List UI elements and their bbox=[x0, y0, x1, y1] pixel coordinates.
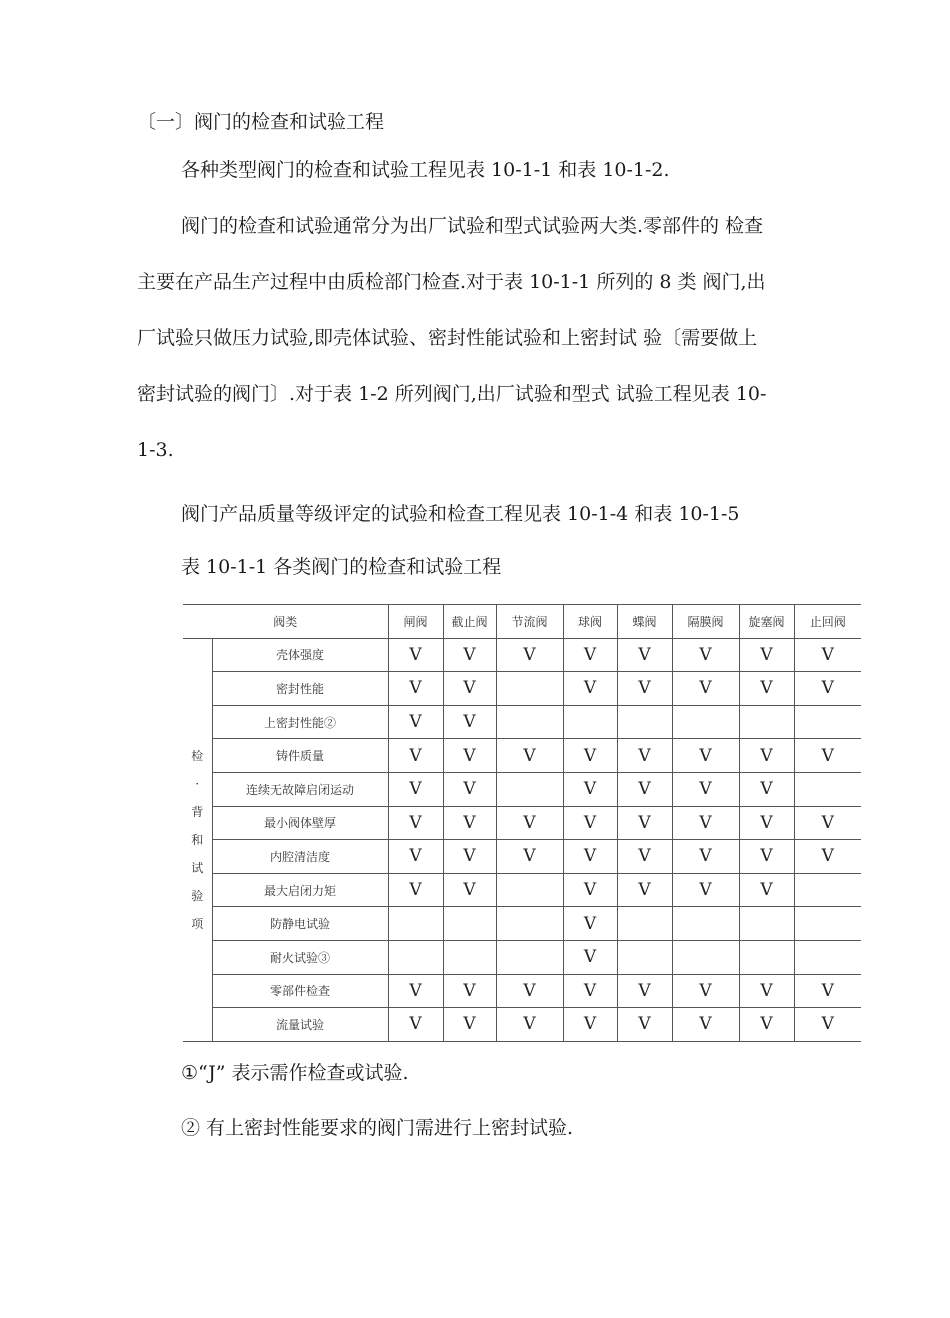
check-mark-cell: V bbox=[443, 705, 496, 739]
check-mark-cell: V bbox=[794, 739, 861, 773]
corner-header: 阀类 bbox=[183, 605, 388, 639]
row-label: 最大启闭力矩 bbox=[212, 873, 388, 907]
check-mark-cell: V bbox=[388, 974, 443, 1008]
check-mark-cell: V bbox=[388, 873, 443, 907]
check-mark-cell bbox=[794, 772, 861, 806]
check-mark-cell bbox=[672, 705, 739, 739]
footnote: ①“J” 表示需作检查或试验. bbox=[181, 1062, 409, 1084]
table-row bbox=[183, 1008, 861, 1042]
paragraph-line: 主要在产品生产过程中由质检部门检查.对于表 10-1-1 所列的 8 类 阀门,出 bbox=[137, 271, 766, 293]
column-header: 截止阀 bbox=[443, 605, 496, 639]
check-mark-cell: V bbox=[617, 873, 672, 907]
check-mark-cell bbox=[617, 907, 672, 941]
check-mark-cell: V bbox=[563, 638, 617, 672]
row-label: 最小阀体壁厚 bbox=[212, 806, 388, 840]
check-mark-cell: V bbox=[563, 739, 617, 773]
check-mark-cell: V bbox=[443, 739, 496, 773]
check-mark-cell bbox=[388, 907, 443, 941]
check-mark-cell: V bbox=[739, 772, 794, 806]
check-mark-cell: V bbox=[794, 1008, 861, 1042]
check-mark-cell: V bbox=[794, 638, 861, 672]
check-mark-cell: V bbox=[739, 840, 794, 874]
column-header: 止回阀 bbox=[794, 605, 861, 639]
check-mark-cell: V bbox=[672, 840, 739, 874]
table-body bbox=[183, 638, 861, 1041]
check-mark-cell: V bbox=[388, 772, 443, 806]
check-mark-cell: V bbox=[794, 840, 861, 874]
row-label: 壳体强度 bbox=[212, 638, 388, 672]
check-mark-cell: V bbox=[739, 974, 794, 1008]
table-header-row bbox=[183, 605, 861, 639]
side-label-char: 项 bbox=[191, 916, 204, 931]
column-header: 球阀 bbox=[563, 605, 617, 639]
check-mark-cell bbox=[672, 940, 739, 974]
row-label: 铸件质量 bbox=[212, 739, 388, 773]
check-mark-cell bbox=[617, 940, 672, 974]
table-row bbox=[183, 806, 861, 840]
row-label: 流量试验 bbox=[212, 1008, 388, 1042]
check-mark-cell: V bbox=[739, 806, 794, 840]
check-mark-cell bbox=[496, 772, 563, 806]
check-mark-cell: V bbox=[672, 806, 739, 840]
check-mark-cell: V bbox=[739, 1008, 794, 1042]
check-mark-cell bbox=[739, 940, 794, 974]
check-mark-cell: V bbox=[672, 739, 739, 773]
check-mark-cell: V bbox=[496, 974, 563, 1008]
check-mark-cell: V bbox=[672, 1008, 739, 1042]
check-mark-cell: V bbox=[617, 840, 672, 874]
inspection-table bbox=[183, 604, 861, 1042]
check-mark-cell bbox=[443, 940, 496, 974]
check-mark-cell: V bbox=[443, 1008, 496, 1042]
check-mark-cell: V bbox=[443, 772, 496, 806]
check-mark-cell bbox=[496, 940, 563, 974]
check-mark-cell: V bbox=[672, 772, 739, 806]
side-label-char: 试 bbox=[191, 860, 204, 875]
check-mark-cell: V bbox=[563, 772, 617, 806]
check-mark-cell: V bbox=[388, 638, 443, 672]
check-mark-cell: V bbox=[388, 1008, 443, 1042]
check-mark-cell: V bbox=[496, 806, 563, 840]
check-mark-cell bbox=[388, 940, 443, 974]
check-mark-cell bbox=[794, 907, 861, 941]
row-label: 密封性能 bbox=[212, 672, 388, 706]
check-mark-cell: V bbox=[388, 739, 443, 773]
check-mark-cell: V bbox=[388, 840, 443, 874]
check-mark-cell: V bbox=[617, 772, 672, 806]
check-mark-cell: V bbox=[739, 638, 794, 672]
check-mark-cell: V bbox=[496, 739, 563, 773]
column-header: 节流阀 bbox=[496, 605, 563, 639]
side-label-char: 验 bbox=[191, 888, 204, 903]
check-mark-cell: V bbox=[388, 672, 443, 706]
row-label: 内腔清洁度 bbox=[212, 840, 388, 874]
check-mark-cell: V bbox=[794, 806, 861, 840]
check-mark-cell: V bbox=[443, 873, 496, 907]
side-label-char: 和 bbox=[191, 832, 204, 847]
check-mark-cell: V bbox=[739, 873, 794, 907]
table-row bbox=[183, 840, 861, 874]
check-mark-cell: V bbox=[443, 974, 496, 1008]
check-mark-cell: V bbox=[563, 907, 617, 941]
check-mark-cell: V bbox=[496, 638, 563, 672]
check-mark-cell bbox=[794, 940, 861, 974]
check-mark-cell: V bbox=[739, 672, 794, 706]
check-mark-cell bbox=[794, 705, 861, 739]
table-row bbox=[183, 974, 861, 1008]
check-mark-cell bbox=[672, 907, 739, 941]
row-label: 耐火试验③ bbox=[212, 940, 388, 974]
check-mark-cell bbox=[739, 705, 794, 739]
side-category-label bbox=[183, 638, 212, 1041]
check-mark-cell: V bbox=[617, 806, 672, 840]
check-mark-cell: V bbox=[794, 974, 861, 1008]
check-mark-cell: V bbox=[563, 806, 617, 840]
check-mark-cell: V bbox=[443, 672, 496, 706]
check-mark-cell: V bbox=[617, 739, 672, 773]
check-mark-cell: V bbox=[617, 638, 672, 672]
check-mark-cell: V bbox=[443, 638, 496, 672]
check-mark-cell: V bbox=[388, 705, 443, 739]
check-mark-cell: V bbox=[563, 940, 617, 974]
row-label: 上密封性能② bbox=[212, 705, 388, 739]
side-label-char: 背 bbox=[191, 804, 204, 819]
table-row bbox=[183, 940, 861, 974]
check-mark-cell: V bbox=[617, 974, 672, 1008]
check-mark-cell: V bbox=[443, 840, 496, 874]
table-row bbox=[183, 705, 861, 739]
check-mark-cell: V bbox=[672, 873, 739, 907]
paragraph-line: 密封试验的阀门〕.对于表 1-2 所列阀门,出厂试验和型式 试验工程见表 10- bbox=[137, 383, 767, 405]
check-mark-cell bbox=[496, 705, 563, 739]
check-mark-cell: V bbox=[617, 1008, 672, 1042]
table-caption: 表 10-1-1 各类阀门的检查和试验工程 bbox=[181, 556, 502, 578]
check-mark-cell: V bbox=[563, 873, 617, 907]
paragraph-line: 厂试验只做压力试验,即壳体试验、密封性能试验和上密封试 验〔需要做上 bbox=[137, 327, 758, 349]
quality-paragraph: 阀门产品质量等级评定的试验和检查工程见表 10-1-4 和表 10-1-5 bbox=[181, 503, 740, 525]
table-row bbox=[183, 907, 861, 941]
table-row bbox=[183, 638, 861, 672]
table-row bbox=[183, 772, 861, 806]
check-mark-cell bbox=[794, 873, 861, 907]
check-mark-cell: V bbox=[672, 638, 739, 672]
check-mark-cell bbox=[563, 705, 617, 739]
check-mark-cell bbox=[617, 705, 672, 739]
check-mark-cell: V bbox=[496, 840, 563, 874]
check-mark-cell bbox=[496, 907, 563, 941]
check-mark-cell: V bbox=[739, 739, 794, 773]
check-mark-cell: V bbox=[563, 974, 617, 1008]
check-mark-cell: V bbox=[794, 672, 861, 706]
check-mark-cell: V bbox=[563, 840, 617, 874]
section-heading: 〔一〕阀门的检查和试验工程 bbox=[137, 111, 385, 133]
row-label: 零部件检查 bbox=[212, 974, 388, 1008]
check-mark-cell: V bbox=[563, 1008, 617, 1042]
table-row bbox=[183, 873, 861, 907]
check-mark-cell: V bbox=[443, 806, 496, 840]
check-mark-cell: V bbox=[617, 672, 672, 706]
column-header: 闸阀 bbox=[388, 605, 443, 639]
check-mark-cell: V bbox=[672, 974, 739, 1008]
footnote: ② 有上密封性能要求的阀门需进行上密封试验. bbox=[181, 1117, 574, 1139]
table-row bbox=[183, 672, 861, 706]
paragraph-line: 阀门的检查和试验通常分为出厂试验和型式试验两大类.零部件的 检查 bbox=[181, 215, 764, 237]
check-mark-cell bbox=[496, 672, 563, 706]
column-header: 隔膜阀 bbox=[672, 605, 739, 639]
column-header: 蝶阀 bbox=[617, 605, 672, 639]
check-mark-cell: V bbox=[388, 806, 443, 840]
check-mark-cell: V bbox=[496, 1008, 563, 1042]
side-label-char: 检 bbox=[191, 748, 204, 763]
check-mark-cell bbox=[496, 873, 563, 907]
paragraph-line: 1-3. bbox=[137, 439, 174, 461]
check-mark-cell bbox=[739, 907, 794, 941]
check-mark-cell: V bbox=[563, 672, 617, 706]
check-mark-cell bbox=[443, 907, 496, 941]
row-label: 连续无故障启闭运动 bbox=[212, 772, 388, 806]
row-label: 防静电试验 bbox=[212, 907, 388, 941]
intro-paragraph: 各种类型阀门的检查和试验工程见表 10-1-1 和表 10-1-2. bbox=[181, 159, 670, 181]
column-header: 旋塞阀 bbox=[739, 605, 794, 639]
check-mark-cell: V bbox=[672, 672, 739, 706]
side-label-char: · bbox=[195, 776, 200, 791]
table-row bbox=[183, 739, 861, 773]
